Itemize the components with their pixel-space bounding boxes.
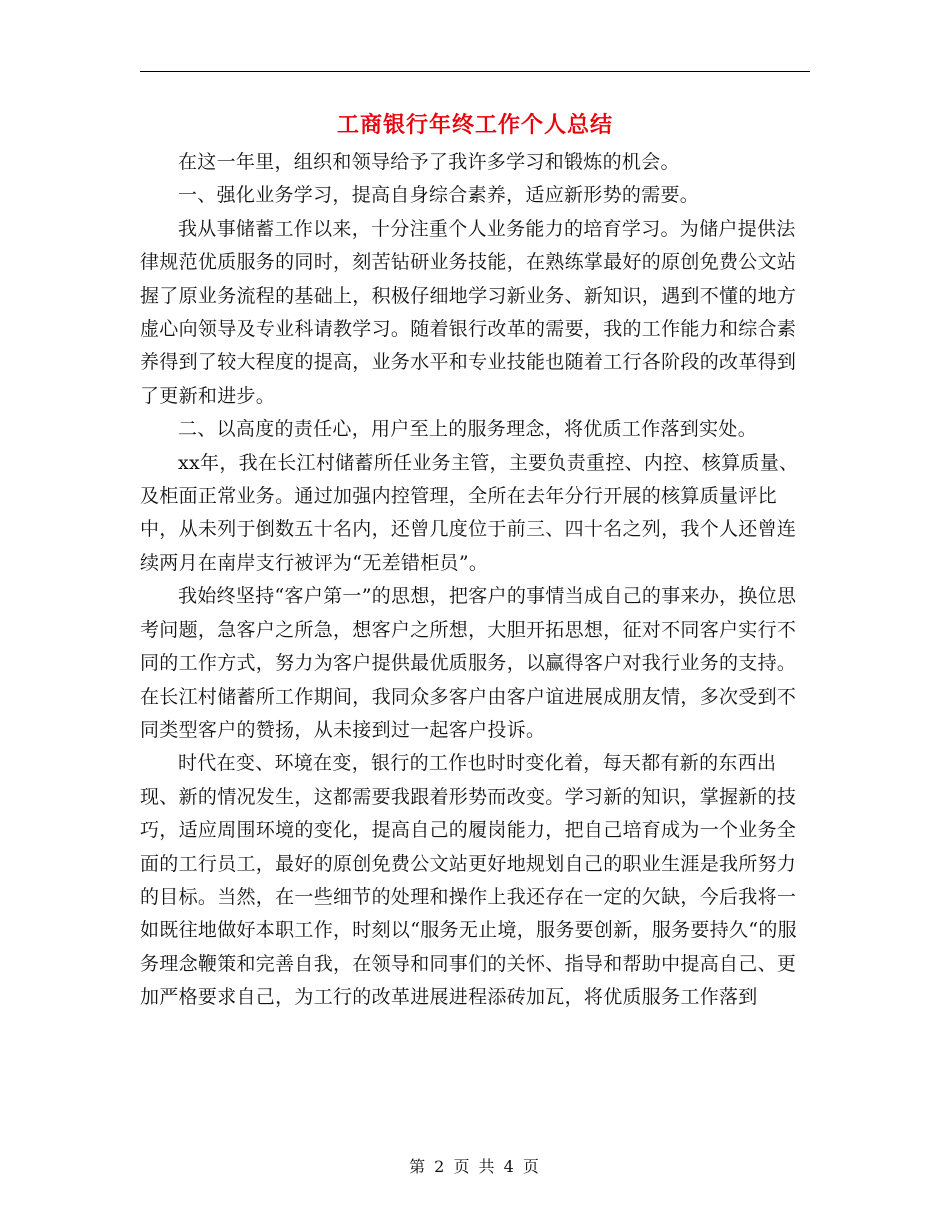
paragraph: xx年，我在长江村储蓄所任业务主管，主要负责重控、内控、核算质量、及柜面正常业务。通过加强内控管理，全所在去年分行开展的核算质量评比中，从未列于倒数五十名内，还曾几度位于前三、四十名之列，我个人还曾连续两月在南岸支行被评为“无差错柜员”。: [140, 451, 799, 574]
paragraph: 时代在变、环境在变，银行的工作也时时变化着，每天都有新的东西出现、新的情况发生，这都需要我跟着形势而改变。学习新的知识，掌握新的技巧，适应周围环境的变化，提高自己的履岗能力，把自己培育成为一个业务全面的工行员工，最好的原创免费公文站更好地规划自己的职业生涯是我所努力的目标。当然，在一些细节的处理和操作上我还存在一定的欠缺，今后我将一如既往地做好本职工作，时刻以“服务无止境，服务要创新，服务要持久“的服务理念鞭策和完善自我，在领导和同事们的关怀、指导和帮助中提高自己、更加严格要求自己，为工行的改革进展进程添砖加瓦，将优质服务工作落到: [140, 752, 797, 1009]
paragraph: 我始终坚持“客户第一”的思想，把客户的事情当成自己的事来办，换位思考问题，急客户之所急，想客户之所想，大胆开拓思想，征对不同客户实行不同的工作方式，努力为客户提供最优质服务，以赢得客户对我行业务的支持。在长江村储蓄所工作期间，我同众多客户由客户谊进展成朋友情，多次受到不同类型客户的赞扬，从未接到过一起客户投诉。: [140, 585, 797, 741]
header-rule: [140, 71, 810, 72]
section-heading-2: 二、以高度的责任心，用户至上的服务理念，将优质工作落到实处。: [178, 418, 758, 441]
page-number: 第 2 页 共 4 页: [409, 1157, 541, 1176]
paragraph: 我从事储蓄工作以来，十分注重个人业务能力的培育学习。为储户提供法律规范优质服务的同时，刻苦钻研业务技能，在熟练掌最好的原创免费公文站握了原业务流程的基础上，积极仔细地学习新业务、新知识，遇到不懂的地方虚心向领导及专业科请教学习。随着银行改革的需要，我的工作能力和综合素养得到了较大程度的提高，业务水平和专业技能也随着工行各阶段的改革得到了更新和进步。: [140, 217, 797, 407]
section-heading-1: 一、强化业务学习，提高自身综合素养，适应新形势的需要。: [178, 184, 700, 207]
paragraph-intro: 在这一年里，组织和领导给予了我许多学习和锻炼的机会。: [178, 151, 680, 173]
document-body: [140, 146, 810, 1015]
page-title: 工商银行年终工作个人总结: [336, 112, 613, 138]
